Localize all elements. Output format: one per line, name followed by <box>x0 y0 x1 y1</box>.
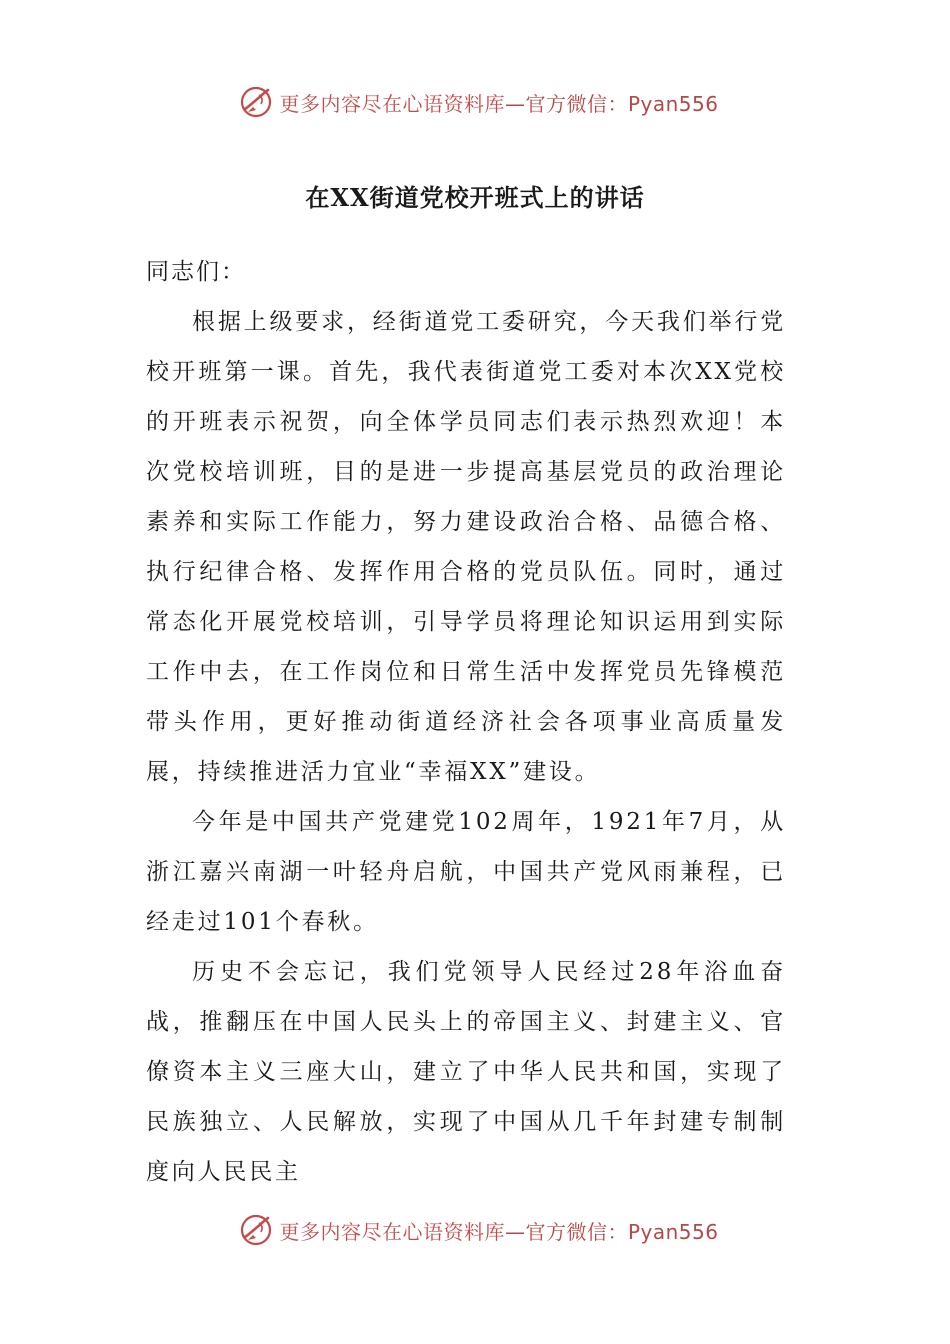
paragraph-3: 历史不会忘记，我们党领导人民经过28年浴血奋战，推翻压在中国人民头上的帝国主义、封建主义、官僚资本主义三座大山，建立了中华人民共和国，实现了民族独立、人民解放，实现了中国从几千年封建专制制度向人民民主 <box>146 959 786 1185</box>
header-banner-inner <box>239 85 718 119</box>
footer-banner <box>0 1210 950 1250</box>
paragraph-1: 根据上级要求，经街道党工委研究，今天我们举行党校开班第一课。首先，我代表街道党工委对本次XX党校的开班表示祝贺，向全体学员同志们表示热烈欢迎！本次党校培训班，目的是进一步提高基层党员的政治理论素养和实际工作能力，努力建设政治合格、品德合格、执行纪律合格、发挥作用合格的党员队伍。同时，通过常态化开展党校培训，引导学员将理论知识运用到实际工作中去，在工作岗位和日常生活中发挥党员先锋模范带头作用，更好推动街道经济社会各项事业高质量发展，持续推进活力宜业“幸福XX”建设。 <box>146 309 786 785</box>
footer-banner-inner <box>239 1213 718 1247</box>
header-banner <box>0 82 950 122</box>
footer-banner-main: 更多内容尽在心语资料库 <box>279 1219 505 1244</box>
document-title: 在XX街道党校开班式上的讲话 <box>305 183 645 212</box>
footer-banner-text <box>279 1216 718 1245</box>
header-banner-main: 更多内容尽在心语资料库 <box>279 91 505 116</box>
footer-banner-sub: —官方微信：Pyan556 <box>504 1219 719 1244</box>
header-banner-sub: —官方微信：Pyan556 <box>504 91 719 116</box>
paragraph-2: 今年是中国共产党建党102周年，1921年7月，从浙江嘉兴南湖一叶轻舟启航，中国共产党风雨兼程，已经走过101个春秋。 <box>146 809 786 935</box>
header-banner-text <box>279 88 718 117</box>
salutation: 同志们： <box>146 259 246 285</box>
pen-circle-logo-icon <box>239 1213 273 1247</box>
pen-circle-logo-icon <box>239 85 273 119</box>
document-body <box>146 247 786 1197</box>
